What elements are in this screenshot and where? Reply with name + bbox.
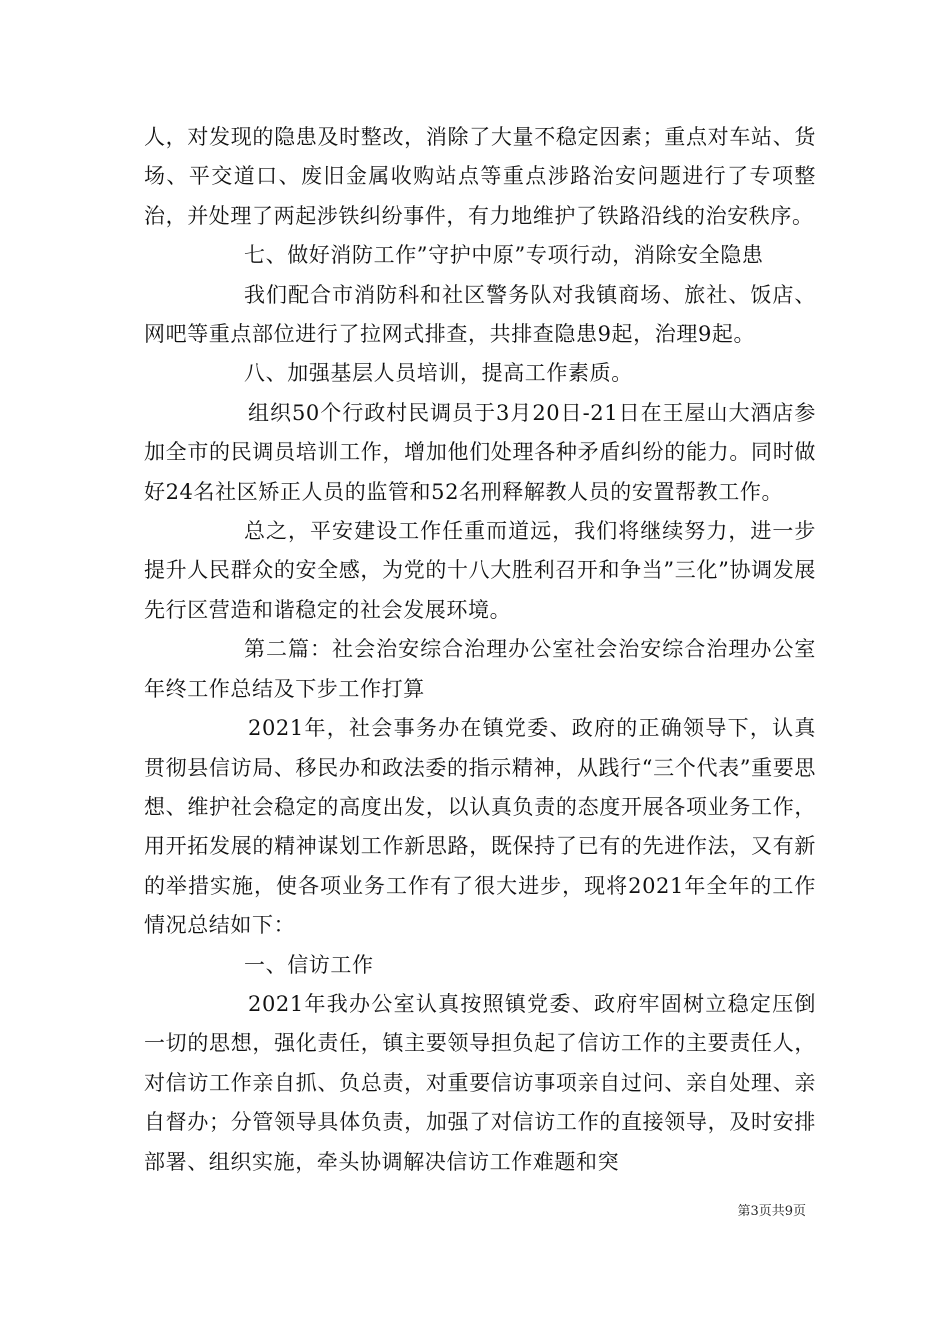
chapter-title-part-two: 第二篇：社会治安综合治理办公室社会治安综合治理办公室年终工作总结及下步工作打算: [144, 637, 816, 701]
document-body: [144, 118, 816, 1182]
section-heading-fire-safety: 七、做好消防工作”守护中原”专项行动，消除安全隐患: [244, 243, 764, 268]
page-number: 第3页共9页: [737, 1204, 806, 1219]
paragraph-petitions: 2021年我办公室认真按照镇党委、政府牢固树立稳定压倒一切的思想，强化责任，镇主要领导担负起了信访工作的主要责任人，对信访工作亲自抓、负总责，对重要信访事项亲自过问、亲自处理、亲自督办；分管领导具体负责，加强了对信访工作的直接领导，及时安排部署、组织实施，牵头协调解决信访工作难题和突: [144, 991, 816, 1174]
paragraph-training: 组织50个行政村民调员于3月20日-21日在王屋山大酒店参加全市的民调员培训工作，增加他们处理各种矛盾纠纷的能力。同时做好24名社区矫正人员的监管和52名刑释解教人员的安置帮教工作。: [144, 400, 816, 504]
paragraph-conclusion: 总之，平安建设工作任重而道远，我们将继续努力，进一步提升人民群众的安全感，为党的十八大胜利召开和争当”三化”协调发展先行区营造和谐稳定的社会发展环境。: [144, 519, 816, 622]
section-heading-staff-training: 八、加强基层人员培训，提高工作素质。: [244, 361, 633, 386]
section-heading-petitions: 一、信访工作: [244, 952, 374, 977]
paragraph-fire-inspection: 我们配合市消防科和社区警务队对我镇商场、旅社、饭店、网吧等重点部位进行了拉网式排查，共排查隐患9起，治理9起。: [144, 282, 816, 347]
paragraph-continuation: 人，对发现的隐患及时整改，消除了大量不稳定因素；重点对车站、货场、平交道口、废旧金属收购站点等重点涉路治安问题进行了专项整治，并处理了两起涉铁纠纷事件，有力地维护了铁路沿线的治安秩序。: [144, 125, 816, 228]
paragraph-annual-overview: 2021年，社会事务办在镇党委、政府的正确领导下，认真贯彻县信访局、移民办和政法委的指示精神，从践行“三个代表”重要思想、维护社会稳定的高度出发，以认真负责的态度开展各项业务工作，用开拓发展的精神谋划工作新思路，既保持了已有的先进作法，又有新的举措实施，使各项业务工作有了很大进步，现将2021年全年的工作情况总结如下：: [144, 716, 816, 938]
